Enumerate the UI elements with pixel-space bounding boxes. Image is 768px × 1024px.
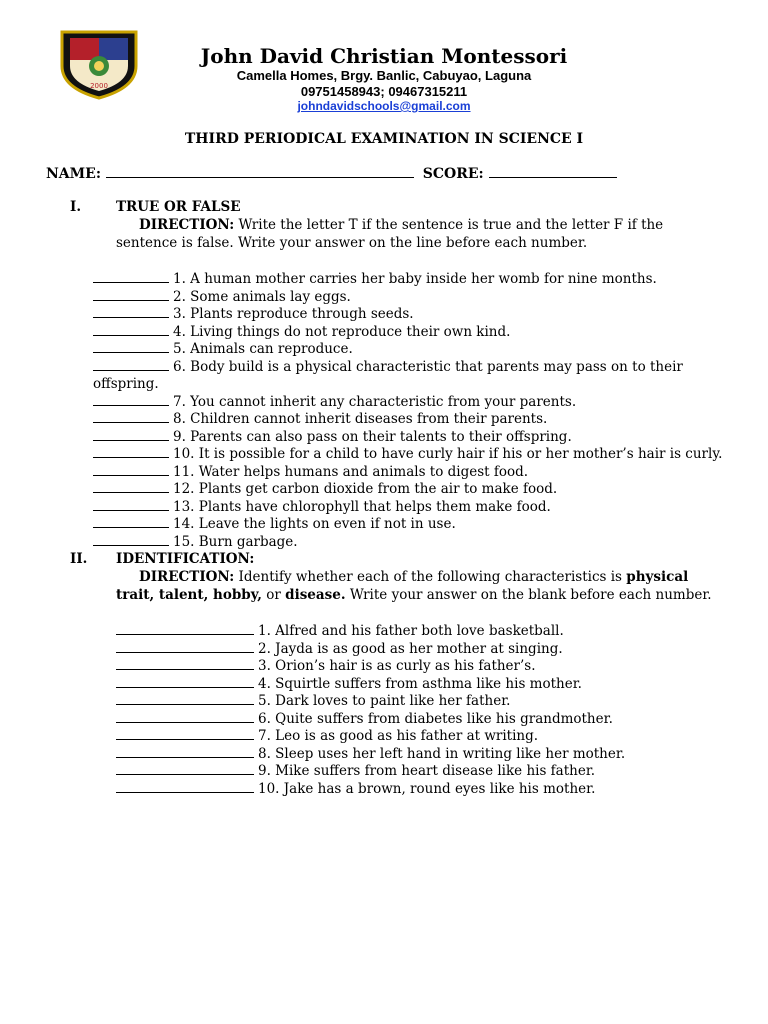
question-text: 10. Jake has a brown, round eyes like his mother. [258,780,596,797]
logo-year: 2000 [90,82,108,90]
question-item [116,710,613,729]
part2-direction-bold-2: disease. [285,586,346,603]
question-item [93,533,298,552]
part2-numeral: II. [70,551,88,567]
question-item [116,622,564,641]
question-item [116,657,536,676]
answer-blank[interactable] [116,745,254,758]
question-text: 8. Sleep uses her left hand in writing like her mother. [258,745,626,762]
question-item [93,288,351,307]
question-text: 14. Leave the lights on even if not in use. [173,516,456,532]
answer-blank[interactable] [93,340,169,353]
question-text: 15. Burn garbage. [173,533,298,550]
question-text: 7. Leo is as good as his father at writing. [258,728,539,744]
question-item [93,428,572,447]
school-address: Camella Homes, Brgy. Banlic, Cabuyao, Laguna [236,68,532,83]
answer-blank[interactable] [93,445,169,458]
question-text: 4. Squirtle suffers from asthma like his mother. [258,675,582,692]
question-text: 9. Mike suffers from heart disease like his father. [258,763,596,779]
exam-title: THIRD PERIODICAL EXAMINATION IN SCIENCE I [184,131,584,147]
answer-blank[interactable] [93,323,169,336]
question-text: 2. Jayda is as good as her mother at singing. [258,640,563,657]
answer-blank[interactable] [93,498,169,511]
answer-blank[interactable] [93,358,169,371]
answer-blank[interactable] [93,463,169,476]
question-text: 10. It is possible for a child to have curly hair if his or her mother’s hair is curly. [173,446,723,462]
question-item [116,640,563,659]
part2-direction-text-3: Write your answer on the blank before each number. [345,586,712,603]
question-item [116,762,595,781]
answer-blank[interactable] [116,657,254,670]
part2-title: IDENTIFICATION: [116,551,255,567]
answer-blank[interactable] [93,305,169,318]
answer-blank[interactable] [116,780,254,793]
answer-blank[interactable] [93,410,169,423]
school-name: John David Christian Montessori [200,44,568,68]
school-email-link[interactable]: johndavidschools@gmail.com [297,99,471,113]
question-text: 6. Quite suffers from diabetes like his grandmother. [258,710,613,727]
question-item [93,498,551,517]
answer-blank[interactable] [93,515,169,528]
score-blank[interactable] [489,165,617,178]
answer-blank[interactable] [93,533,169,546]
part1-title: TRUE OR FALSE [116,199,241,215]
question-item [93,480,557,499]
name-score-line [46,165,617,182]
question-text: 1. Alfred and his father both love basketball. [258,623,564,639]
part2-direction [116,569,726,604]
question-text: 9. Parents can also pass on their talents to their offspring. [173,428,572,445]
answer-blank[interactable] [116,710,254,723]
answer-blank[interactable] [116,675,254,688]
question-text: 6. Body build is a physical characteristic that parents may pass on to their offspring. [93,358,683,392]
question-item [93,305,414,324]
question-item [116,675,582,694]
part2-direction-bold-1: physical trait, talent, hobby, [116,569,689,603]
question-text: 8. Children cannot inherit diseases from their parents. [173,411,548,427]
question-text: 12. Plants get carbon dioxide from the air to make food. [173,481,558,497]
question-item [93,410,547,429]
question-item [93,393,576,412]
name-blank[interactable] [106,165,414,178]
question-item [116,745,625,764]
score-label: SCORE: [422,166,484,182]
question-item [93,358,713,394]
answer-blank[interactable] [93,288,169,301]
question-text: 1. A human mother carries her baby inside her womb for nine months. [173,271,657,287]
answer-blank[interactable] [93,428,169,441]
answer-blank[interactable] [116,727,254,740]
question-text: 5. Animals can reproduce. [173,341,353,357]
question-text: 2. Some animals lay eggs. [173,288,351,305]
question-text: 3. Orion’s hair is as curly as his father’s. [258,658,536,674]
question-item [93,323,510,342]
answer-blank[interactable] [116,622,254,635]
question-item [93,340,353,359]
part1-numeral: I. [70,199,82,215]
question-item [116,780,595,799]
answer-blank[interactable] [116,762,254,775]
question-item [93,445,722,464]
question-item [116,727,538,746]
answer-blank[interactable] [116,640,254,653]
question-text: 3. Plants reproduce through seeds. [173,306,414,322]
answer-blank[interactable] [93,270,169,283]
question-item [116,692,510,711]
question-item [93,270,657,289]
question-text: 7. You cannot inherit any characteristic from your parents. [173,393,577,410]
answer-blank[interactable] [93,393,169,406]
question-text: 13. Plants have chlorophyll that helps them make food. [173,498,551,515]
part2-direction-text-2: or [261,586,286,603]
part1-direction [116,217,726,252]
name-label: NAME: [46,166,101,182]
part2-direction-label: DIRECTION: [139,569,235,585]
part2-direction-text-1: Identify whether each of the following characteristics is [234,569,627,585]
part1-direction-text: Write the letter T if the sentence is true and the letter F if the sentence is false. Write your answer on the line before each number. [116,217,664,251]
question-item [93,515,456,534]
answer-blank[interactable] [116,692,254,705]
school-phone: 09751458943; 09467315211 [300,84,468,99]
question-text: 5. Dark loves to paint like her father. [258,693,511,709]
part1-direction-label: DIRECTION: [139,217,235,233]
question-text: 11. Water helps humans and animals to digest food. [173,463,529,480]
question-text: 4. Living things do not reproduce their own kind. [173,323,511,340]
question-item [93,463,528,482]
answer-blank[interactable] [93,480,169,493]
